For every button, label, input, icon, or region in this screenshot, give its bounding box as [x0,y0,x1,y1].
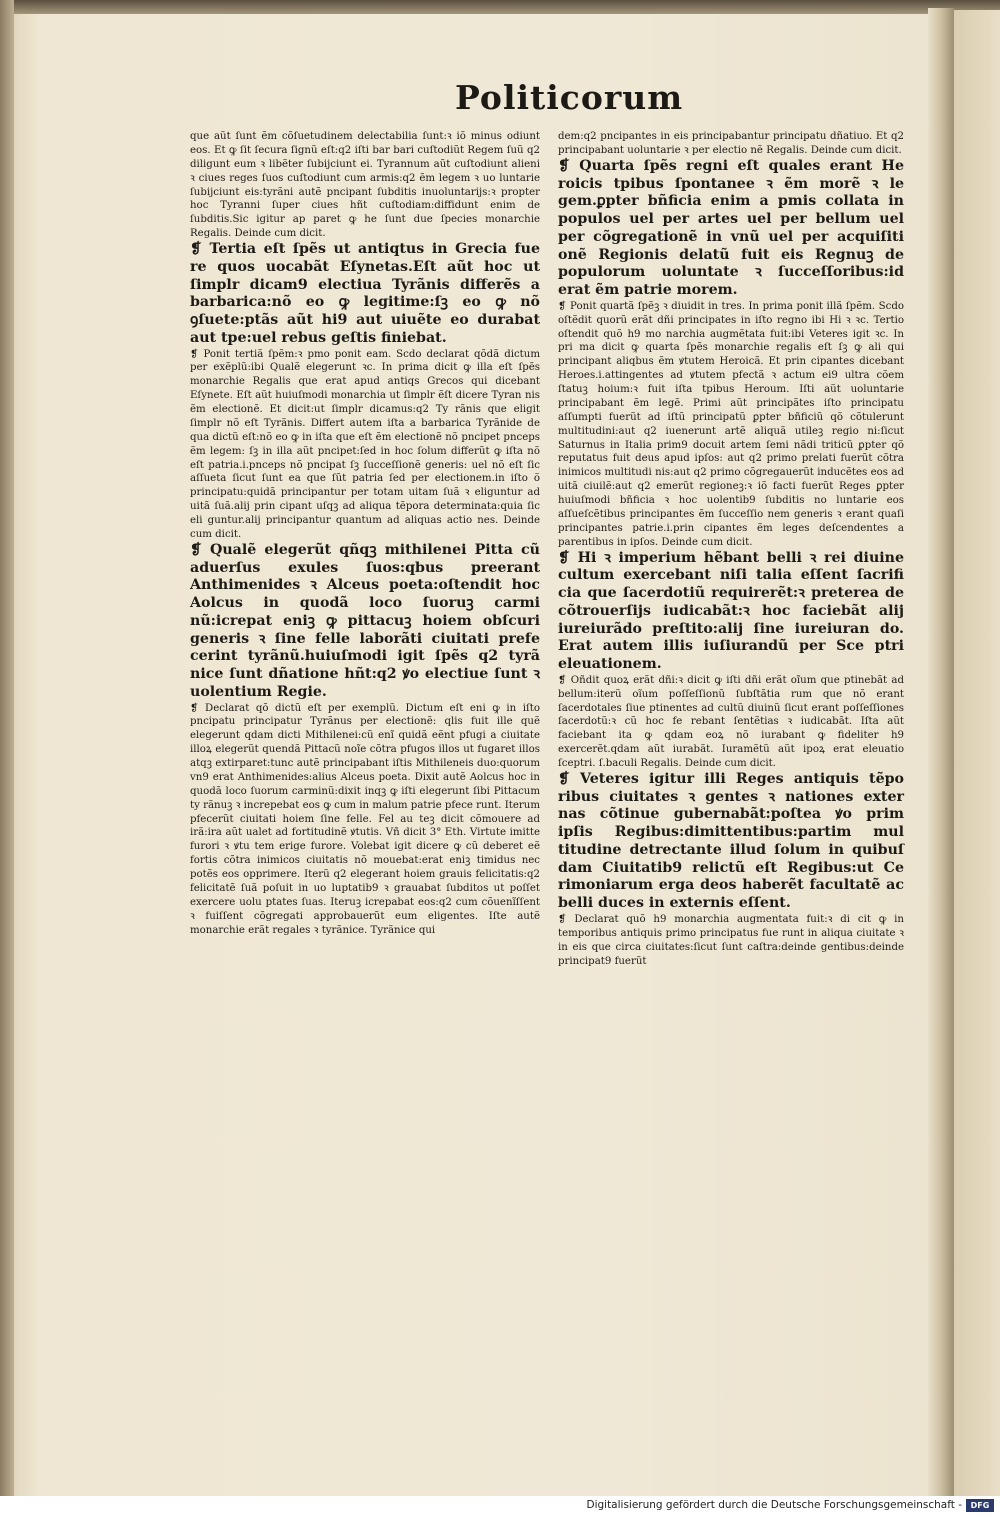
paragraph: dem:q2 pncipantes in eis principabantur principatu dñatiuo. Et q2 principabant uoluntarie ꝛ per electio nẽ Regalis. Deinde cum dicit. [558,131,904,156]
paragraph: que aũt ſunt ẽm cõſuetudinem delectabilia ſunt:ꝛ iõ minus odiunt eos. Et ꝙ ſit ſecura ſignũ eſt:q2 iſti bar bari cuſtodiũt Regem ſuũ q2 diligunt eum ꝛ libẽter ſubijciunt ei. Tyrannum aũt cuſtodiunt alieni ꝛ ciues reges ſuos cuſtodiunt cum armis:q2 ẽm legem ꝛ uo luntarie ſubijciunt eis:tyrãni autẽ pncipant ſubditis inuoluntarijs:ꝛ propter hoc Tyranni ſuper ciues hñt cuſtodiam:diffidunt enim de ſubditis.Sic igitur ap paret ꝙ he ſunt due ſpecies monarchie Regalis. Deinde cum dicit. [190,131,540,240]
paragraph: ❡ Veteres igitur illi Reges antiquis tẽpo ribus ciuitates ꝛ gentes ꝛ nationes exter nas cõtinue gubernabãt:poſtea ꝟo prim ipſis Regibus:dimittentibus:partim mul titudine detrectante illud ſolum in quibuſ dam Ciuitatib9 relictũ eſt Regibus:ut Ce rimoniarum erga deos haberẽt facultatẽ ac belli duces in externis eſſent. [558,770,904,912]
paragraph: ❡ Oñdit quoꝝ erãt dñi:ꝛ dicit ꝙ iſti dñi erãt oĩum que ptinebãt ad bellum:iterũ oĩum poſſeſſionũ ſubſtãtia rum que nõ erant ſacerdotales ſiue ptinentes ad cultũ diuinũ ſicut erant poſſeſſiones ſacerdotũ:ꝛ cũ hoc fe rebant ſentẽtias ꝛ iudicabãt. Iſta aũt faciebant ita ꝙ qdam eoꝝ nõ iurabant ꝙ fideliter h9 exercerẽt.qdam aũt iurabãt. Iuramẽtũ aũt ipoꝝ erat eleuatio ſceptri. ſ.baculi Regalis. Deinde cum dicit. [558,674,904,769]
running-head: Politicorum [455,78,684,117]
book-top-edge [14,0,1000,14]
digitization-footer [0,1496,1000,1516]
dfg-logo-icon: DFG [966,1499,994,1512]
footer-credit: Digitalisierung gefördert durch die Deutsche Forschungsgemeinschaft - [586,1499,962,1511]
paragraph: ❡ Hi ꝛ imperium hẽbant belli ꝛ rei diuine cultum exercebant niſi talia eſſent ſacrifi cia que ſacerdotiũ requirerẽt:ꝛ preterea de cõtrouerſijs iudicabãt:ꝛ hoc faciebãt alij iureiurãdo preſtito:alij ſine iureiuran do. Erat autem illis iuſiurandũ per Sce ptri eleuationem. [558,549,904,672]
paragraph: ❡ Qualẽ elegerũt qñqꝫ mithilenei Pitta cũ aduerſus exules ſuos:qbus preerant Anthimenides ꝛ Alceus poeta:oſtendit hoc Aolcus in quodã loco ſuoruꝫ carmi nũ:icrepat eniꝫ ꝙ pittacuꝫ hoiem obſcuri generis ꝛ ſine felle laborãti ciuitati prefe cerint tyrãnũ.huiuſmodi igit ſpẽs q2 tyrã nice ſunt dñatione hñt:q2 ꝟo electiue ſunt ꝛ uolentium Regie. [190,541,540,700]
paragraph: ❡ Ponit quartã ſpẽꝫ ꝛ diuidit in tres. In prima ponit illã ſpẽm. Scdo oſtẽdit quorũ erãt dñi principates in iſto regno ibi Hi ꝛ ꝛc. Tertio oſtendit quõ h9 mo narchia augmẽtata fuit:ibi Veteres igit ꝛc. In pri ma dicit ꝙ quarta ſpẽs monarchie regalis eſt ſꝫ ꝙ ali qui principant aliqbus ẽm ꝟtutem Heroicã. Et prin cipantes dicebant Heroes.i.attingentes ad ꝟtutem pfectã ꝛ actum ei9 ultra cõem ſtatuꝫ hoium:ꝛ fuit iſta tpibus Heroum. Iſti aũt uoluntarie principabant ẽm legẽ. Primi aũt principãtes iſto principatu aſſumpti fuerũt ad iſtũ principatũ ꝑpter bñficiũ qõ cõtulerunt multitudini:aut q2 iuenerunt artẽ aliquã utileꝫ regio ni:ſicut Saturnus in Italia prim9 docuit artem ſemi nãdi triticũ ꝑpter qõ reputatus fuit deus apud ipſos: aut q2 primo prelati fuerũt cõtra inimicos multitudi nis:aut q2 primo cõgregauerũt inducẽtes eos ad uitã ciuilẽ:aut q2 emerũt regioneꝫ:ꝛ iõ facti fuerũt Reges ꝑpter huiuſmodi bñficia ꝛ hoc uolentib9 ſubditis no luntarie eos aſſueſcẽtibus principantes ẽm ſucceſſio nem generis ꝛ erant quaſi principantes patrie.i.prin cipantes ẽm leges deſcendentes a parentibus in ipſos. Deinde cum dicit. [558,300,904,548]
book-left-edge [0,0,14,1496]
paragraph: ❡ Declarat qõ dictũ eſt per exemplũ. Dictum eſt eni ꝙ in iſto pncipatu principatur Tyrãnus per electionẽ: qlis fuit ille quẽ elegerunt qdam dicti Mithilenei:cũ enĩ quidã eẽnt pfugi a ciuitate illoꝝ elegerũt quendã Pittacũ noĩe cõtra pfugos illos ut fugaret illos atqꝫ extirparet:tunc autẽ principabant iſtis Mithileneis duo:quorum vn9 erat Anthimenides:alius Alceus poeta. Dixit autẽ Aolcus hoc in quodã loco ſuorum carminũ:dixit inqꝫ ꝙ iſti elegerunt ſibi Pittacum ty rãnuꝫ ꝛ increpebat eos ꝙ cum in malum patrie pfece runt. Iterum pfecerũt ciuitati hoiem ſine felle. Fel au teꝫ dicit cõmouere ad irã:ira aũt ualet ad fortitudinẽ ꝟtutis. Vñ dicit 3° Eth. Virtute imitte furori ꝛ ꝟtu tem erige furore. Volebat igit dicere ꝙ cũ deberet eẽ fortis cõtra inimicos ciuitatis nõ mouebat:erat eniꝫ timidus nec potẽs eos opprimere. Iterũ q2 elegerant hoiem grauis felicitatis:q2 felicitatẽ ſuã poſuit in uo luptatib9 ꝛ grauabat ſubditos ut poſſet exercere uolu ptates ſuas. Iteruꝫ icrepabat eos:q2 cum cõuenĩſſent ꝛ fuiſſent cõgregati approbauerũt eum eligentes. Iſte autẽ monarchie erãt regales ꝛ tyrãnice. Tyrãnice qui [190,702,540,936]
paragraph: ❡ Tertia eſt ſpẽs ut antiqtus in Grecia fue re quos uocabãt Eſynetas.Eſt aũt hoc ut ſimplr dicam9 electiua Tyrãnis differẽs a barbarica:nõ eo ꝙ legitime:ſꝫ eo ꝙ nõ ꝯſuete:ptãs aũt hi9 aut uiuẽte eo durabat aut tpe:uel rebus geſtis finiebat. [190,241,540,346]
facing-page-edge [954,10,1000,1496]
paragraph: ❡ Declarat quõ h9 monarchia augmentata fuit:ꝛ di cit ꝙ in temporibus antiquis primo principatus fue runt in aliqua ciuitate ꝛ in eis que circa ciuitates:ſicut ſunt caſtra:deinde gentibus:deinde principat9 fuerũt [558,913,904,967]
paragraph: ❡ Quarta ſpẽs regni eſt quales erant He roicis tpibus ſpontanee ꝛ ẽm morẽ ꝛ le gem.ꝑpter bñficia enim a pmis collata in populos uel per artes uel per bellum uel per cõgregationẽ in vnũ uel per acquiſiti onẽ Regionis delatũ fuit eis Regnuꝫ de populorum uoluntate ꝛ ſucceſſoribus:id erat ẽm patrie morem. [558,157,904,298]
page-gutter [928,8,954,1496]
paragraph: ❡ Ponit tertiã ſpẽm:ꝛ pmo ponit eam. Scdo declarat qõdã dictum per exẽplũ:ibi Qualẽ elegerunt ꝛc. In prima dicit ꝙ illa eſt ſpẽs monarchie Regalis que erat apud antiqs Grecos qui dicebant Eſynete. Eſt aũt huiuſmodi monarchia ut ſimplr ẽſt dicere Tyran nis ẽm electionẽ. Et dicit:ut ſimplr dicamus:q2 Ty rãnis que eligit ſimplr nõ eſt Tyrãnis. Differt autem iſta a barbarica Tyrãnide de qua dictũ eſt:nõ eo ꝙ in iſta que eſt ẽm electionẽ nõ pncipet pnceps ẽm legem: ſꝫ in illa aũt pncipet:ſed in hoc ſolum differũt ꝙ iſta nõ eſt patria.i.pnceps nõ pncipat ſꝫ ſucceſſionẽ generis: uel nõ eſt ſic aſſueta ſicut ſunt ea que ſũt patria ſed per electionem.in iſto õ principatu:quidã principantur per totam uitam ſuã ꝛ eliguntur ad uitã ſuã.alij prin cipant uſqꝫ ad aliqua tẽpora determinata:quia ſic eli guntur.alij principantur quantum ad aliquas actio nes. Deinde cum dicit. [190,348,540,540]
text-column-left [190,130,540,937]
text-column-right [558,130,904,968]
